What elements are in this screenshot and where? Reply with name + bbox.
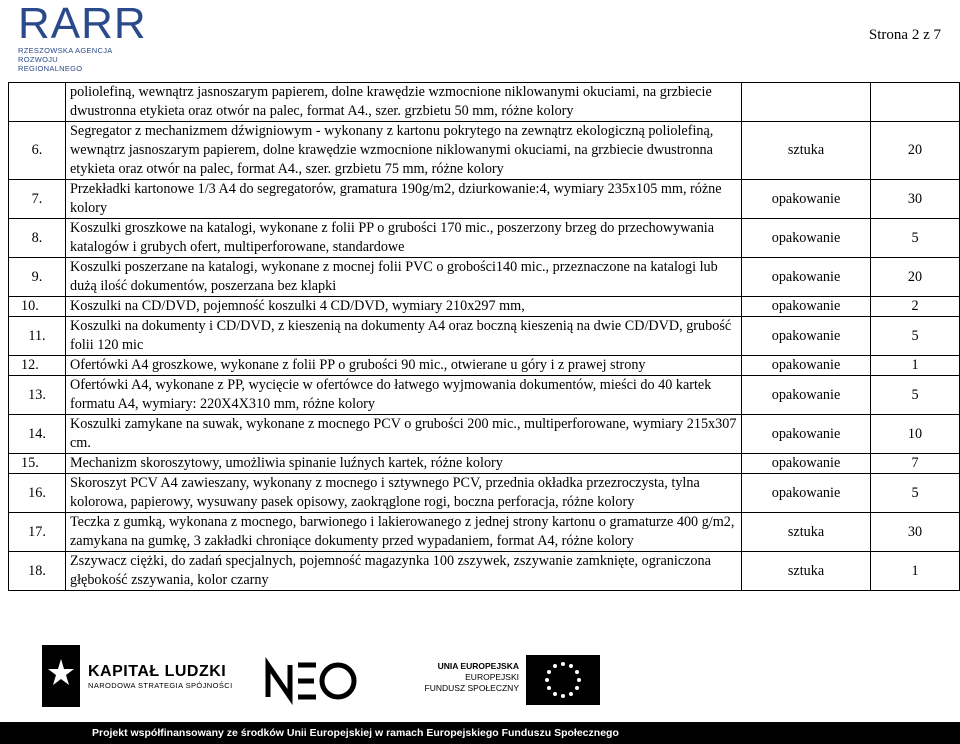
row-quantity: 1 bbox=[871, 552, 960, 591]
table-row bbox=[9, 297, 960, 317]
row-quantity: 1 bbox=[871, 356, 960, 376]
neo-logo-icon bbox=[264, 657, 360, 705]
row-description: Mechanizm skoroszytowy, umożliwia spinanie luźnych kartek, różne kolory bbox=[66, 454, 742, 474]
row-number: 8. bbox=[9, 219, 66, 258]
eu-line2: EUROPEJSKI bbox=[465, 672, 519, 682]
footer-note-bar bbox=[0, 722, 960, 744]
row-quantity: 30 bbox=[871, 513, 960, 552]
page-total: 7 bbox=[933, 27, 941, 43]
row-number: 17. bbox=[9, 513, 66, 552]
row-number: 15. bbox=[9, 454, 66, 474]
eu-line1: UNIA EUROPEJSKA bbox=[437, 661, 519, 671]
rarr-logo bbox=[18, 0, 147, 80]
row-number bbox=[9, 83, 66, 122]
row-unit: opakowanie bbox=[742, 356, 871, 376]
row-number: 11. bbox=[9, 317, 66, 356]
row-quantity: 5 bbox=[871, 317, 960, 356]
row-unit: opakowanie bbox=[742, 454, 871, 474]
kapital-ludzki-logo bbox=[88, 663, 233, 690]
row-number: 13. bbox=[9, 376, 66, 415]
footer-note: Projekt współfinansowany ze środków Unii Europejskiej w ramach Europejskiego Funduszu Społecznego bbox=[92, 727, 619, 739]
eu-line3: FUNDUSZ SPOŁECZNY bbox=[424, 683, 519, 693]
table-row bbox=[9, 415, 960, 454]
row-unit bbox=[742, 83, 871, 122]
footer-logos bbox=[0, 645, 960, 715]
row-description: Koszulki na CD/DVD, pojemność koszulki 4 CD/DVD, wymiary 210x297 mm, bbox=[66, 297, 742, 317]
row-quantity: 20 bbox=[871, 258, 960, 297]
row-unit: sztuka bbox=[742, 513, 871, 552]
row-description: Skoroszyt PCV A4 zawieszany, wykonany z mocnego i sztywnego PCV, przednia okładka przezroczysta, tylna kolorowa, papierowy, wysuwany pasek opisowy, zaokrąglone rogi, boczna perforacja, różne kolory bbox=[66, 474, 742, 513]
logo-line1: RZESZOWSKA AGENCJA bbox=[18, 46, 113, 55]
table-row bbox=[9, 83, 960, 122]
items-table bbox=[8, 82, 960, 591]
row-unit: opakowanie bbox=[742, 317, 871, 356]
table-row bbox=[9, 552, 960, 591]
eu-logo-text bbox=[424, 661, 519, 694]
kapital-ludzki-subtitle: NARODOWA STRATEGIA SPÓJNOŚCI bbox=[88, 681, 233, 690]
row-quantity: 20 bbox=[871, 122, 960, 180]
logo-name: RARR bbox=[18, 0, 147, 48]
row-unit: opakowanie bbox=[742, 297, 871, 317]
table-row bbox=[9, 258, 960, 297]
table-row bbox=[9, 122, 960, 180]
row-unit: opakowanie bbox=[742, 415, 871, 454]
row-unit: opakowanie bbox=[742, 376, 871, 415]
row-quantity: 7 bbox=[871, 454, 960, 474]
row-description: Koszulki zamykane na suwak, wykonane z mocnego PCV o grubości 200 mic., multiperforowane, wymiary 215x307 cm. bbox=[66, 415, 742, 454]
row-number: 7. bbox=[9, 180, 66, 219]
row-quantity: 30 bbox=[871, 180, 960, 219]
row-description: Teczka z gumką, wykonana z mocnego, barwionego i lakierowanego z jednej strony kartonu o gramaturze 400 g/m2, zamykana na gumkę, 3 zakładki chroniące dokumenty przed wypadaniem, format A4, różne kolory bbox=[66, 513, 742, 552]
row-description: Segregator z mechanizmem dźwigniowym - wykonany z kartonu pokrytego na zewnątrz ekologiczną poliolefiną, wewnątrz jasnoszarym papierem, dolne krawędzie wzmocnione niklowanymi okuciami, na grzbiecie dwustronna etykieta oraz otwór na palec, format A4., szer. grzbietu 75 mm, różne kolory bbox=[66, 122, 742, 180]
row-quantity: 10 bbox=[871, 415, 960, 454]
row-description: Ofertówki A4 groszkowe, wykonane z folii PP o grubości 90 mic., otwierane u góry i z prawej strony bbox=[66, 356, 742, 376]
row-unit: opakowanie bbox=[742, 474, 871, 513]
row-number: 18. bbox=[9, 552, 66, 591]
row-quantity bbox=[871, 83, 960, 122]
table-row bbox=[9, 513, 960, 552]
row-description: Koszulki na dokumenty i CD/DVD, z kieszenią na dokumenty A4 oraz boczną kieszenią na dwie CD/DVD, grubość folii 120 mic bbox=[66, 317, 742, 356]
row-number: 12. bbox=[9, 356, 66, 376]
row-quantity: 5 bbox=[871, 219, 960, 258]
page-current: 2 bbox=[911, 27, 920, 43]
page-label: Strona bbox=[868, 27, 909, 43]
row-unit: opakowanie bbox=[742, 258, 871, 297]
row-unit: sztuka bbox=[742, 122, 871, 180]
row-quantity: 2 bbox=[871, 297, 960, 317]
row-description: Zszywacz ciężki, do zadań specjalnych, pojemność magazynka 100 zszywek, zszywanie zamknięte, ograniczona głębokość zszywania, kolor czarny bbox=[66, 552, 742, 591]
row-number: 16. bbox=[9, 474, 66, 513]
row-number: 10. bbox=[9, 297, 66, 317]
table-row bbox=[9, 474, 960, 513]
table-row bbox=[9, 376, 960, 415]
kapital-ludzki-title: KAPITAŁ LUDZKI bbox=[88, 663, 227, 680]
row-number: 9. bbox=[9, 258, 66, 297]
row-unit: opakowanie bbox=[742, 180, 871, 219]
page-number bbox=[869, 27, 941, 44]
table-row bbox=[9, 454, 960, 474]
table-row bbox=[9, 317, 960, 356]
row-description: Ofertówki A4, wykonane z PP, wycięcie w ofertówce do łatwego wyjmowania dokumentów, mieści do 40 kartek formatu A4, wymiary: 220X4X310 mm, różne kolory bbox=[66, 376, 742, 415]
table-row bbox=[9, 219, 960, 258]
row-quantity: 5 bbox=[871, 376, 960, 415]
row-description: poliolefiną, wewnątrz jasnoszarym papierem, dolne krawędzie wzmocnione niklowanymi okuciami, na grzbiecie dwustronna etykieta oraz otwór na palec, format A4., szer. grzbietu 50 mm, różne kolory bbox=[66, 83, 742, 122]
row-unit: opakowanie bbox=[742, 219, 871, 258]
row-description: Koszulki poszerzane na katalogi, wykonane z mocnej folii PVC o grobości140 mic., przeznaczone na katalogi lub dużą ilość dokumentów, poszerzana bez klapki bbox=[66, 258, 742, 297]
page-header bbox=[0, 0, 960, 80]
row-number: 14. bbox=[9, 415, 66, 454]
logo-line2: ROZWOJU REGIONALNEGO bbox=[18, 55, 83, 73]
row-number: 6. bbox=[9, 122, 66, 180]
kapital-ludzki-star-icon bbox=[42, 645, 80, 707]
row-description: Przekładki kartonowe 1/3 A4 do segregatorów, gramatura 190g/m2, dziurkowanie:4, wymiary 235x105 mm, różne kolory bbox=[66, 180, 742, 219]
row-unit: sztuka bbox=[742, 552, 871, 591]
table-row bbox=[9, 356, 960, 376]
page-of: z bbox=[923, 27, 930, 43]
table-row bbox=[9, 180, 960, 219]
eu-flag-icon bbox=[526, 655, 600, 705]
row-quantity: 5 bbox=[871, 474, 960, 513]
row-description: Koszulki groszkowe na katalogi, wykonane z folii PP o grubości 170 mic., poszerzony brzeg do przechowywania katalogów i grubych ofert, multiperforowane, standardowe bbox=[66, 219, 742, 258]
